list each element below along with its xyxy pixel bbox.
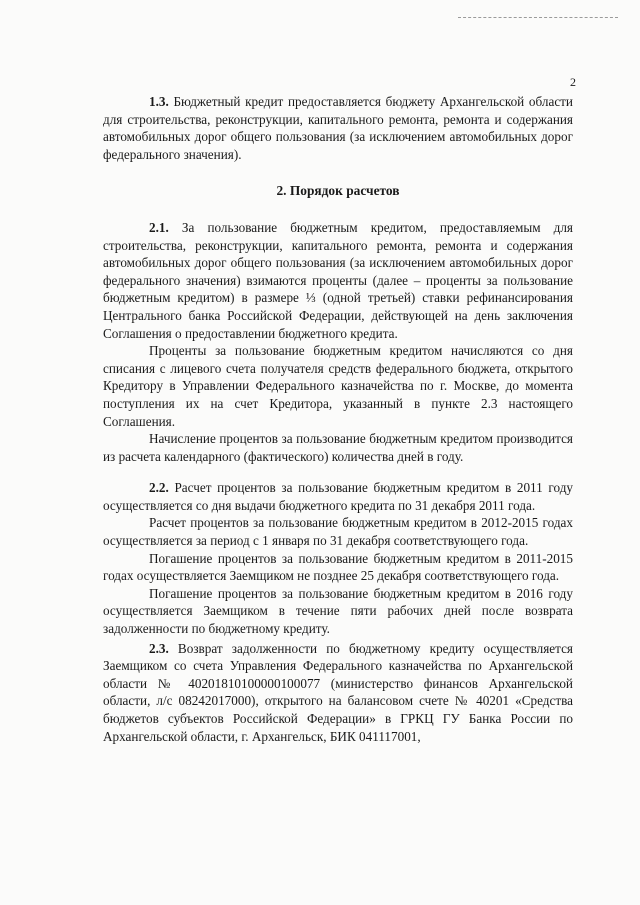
clause-number: 2.2. (149, 480, 169, 496)
clause-text: Возврат задолженности по бюджетному кредиту осуществляется Заемщиком со счета Управления Федерального казначейства по Архангельской области № 40201810100000100077 (министерство финансов Архангельской области, л/с 08242017000), открытого на балансовом счете № 40201 «Средства бюджетов субъектов Российской Федерации» в ГРКЦ ГУ Банка России по Архангельской области, г. Архангельск, БИК 041117001, (103, 640, 573, 744)
page-number: 2 (570, 75, 576, 89)
clause-2-3 (103, 640, 573, 746)
clause-text: За пользование бюджетным кредитом, предоставляемым для строительства, реконструкции, капитального ремонта, ремонта и содержания автомобильных дорог общего пользования (за исключением автомобильных дорог федерального значения) взимаются проценты (далее – проценты за пользование бюджетным кредитом) в размере ⅓ (одной третьей) ставки рефинансирования Центрального банка Российской Федерации, действующей на день заключения Соглашения о предоставлении бюджетного кредита. (103, 219, 573, 341)
section-title: 2. Порядок расчетов (276, 183, 400, 199)
paragraph: Расчет процентов за пользование бюджетным кредитом в 2012-2015 годах осуществляется за период с 1 января по 31 декабря соответствующего года. (103, 515, 573, 549)
document-body (103, 93, 573, 745)
clause-2-2 (103, 479, 573, 514)
clause-number: 1.3. (149, 94, 169, 109)
paragraph: Проценты за пользование бюджетным кредитом начисляются со дня списания с лицевого счета получателя средств федерального бюджета, открытого Кредитору в Управлении Федерального казначейства по г. Москве, до момента поступления их на счет Кредитора, указанный в пункте 2.3 настоящего Соглашения. (103, 343, 573, 429)
paragraph: Начисление процентов за пользование бюджетным кредитом производится из расчета календарного (фактического) количества дней в году. (103, 431, 573, 464)
clause-1-3 (103, 93, 573, 163)
top-dashed-line (458, 17, 618, 18)
clause-number: 2.1. (149, 219, 169, 235)
clause-number: 2.3. (149, 640, 169, 656)
clause-text: Бюджетный кредит предоставляется бюджету Архангельской области для строительства, реконструкции, капитального ремонта, ремонта и содержания автомобильных дорог общего пользования (за исключением автомобильных дорог федерального значения). (103, 94, 573, 162)
clause-text: Расчет процентов за пользование бюджетным кредитом в 2011 году осуществляется со дня выдачи бюджетного кредита по 31 декабря 2011 года. (103, 480, 573, 513)
paragraph: Погашение процентов за пользование бюджетным кредитом в 2011-2015 годах осуществляется Заемщиком не позднее 25 декабря соответствующего года. (103, 550, 573, 584)
clause-2-1 (103, 219, 573, 342)
paragraph: Погашение процентов за пользование бюджетным кредитом в 2016 году осуществляется Заемщиком в течение пяти рабочих дней после возврата задолженности по бюджетному кредиту. (103, 585, 573, 637)
